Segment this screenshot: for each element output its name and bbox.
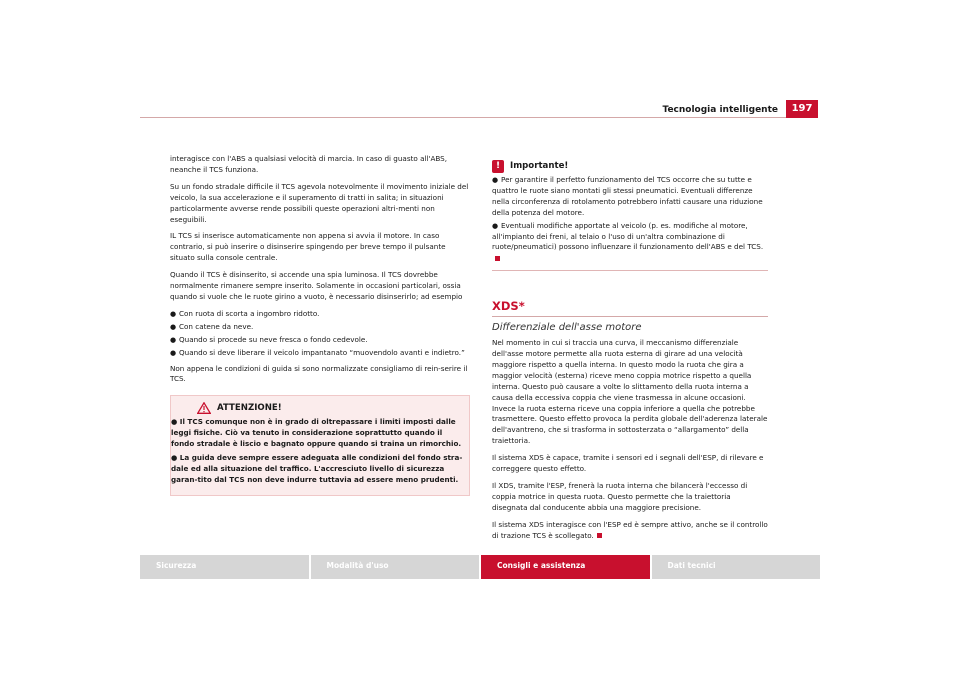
section-subtitle: Differenziale dell'asse motore: [492, 322, 642, 334]
paragraph: interagisce con l'ABS a qualsiasi velocità di marcia. In caso di guasto all'ABS, neanche il TCS funziona.: [170, 154, 448, 174]
paragraph: Non appena le condizioni di guida si sono normalizzate consigliamo di rein-serire il TCS.: [170, 363, 468, 384]
list-item: ● Quando si deve liberare il veicolo impantanato “muovendolo avanti e indietro.”: [170, 347, 465, 357]
section-title: XDS*: [492, 301, 768, 317]
bullet-icon: ●: [170, 348, 177, 357]
important-header: [492, 160, 768, 173]
list-item: ● Per garantire il perfetto funzionamento del TCS occorre che su tutte e quattro le ruote siano montati gli stessi pneumatici. Eventuali differenze nella circonferenza di rotolamento potrebbero infatti causare una riduzione della potenza del motore.: [492, 175, 763, 217]
exclamation-icon: !: [492, 160, 504, 173]
list-item: ● Eventuali modifiche apportate al veicolo (p. es. modifiche al motore, all'impianto dei freni, al telaio o l'uso di un'altra combinazione di ruote/pneumatici) possono influenzare il funzionamento dell'ABS e del TCS.: [492, 221, 768, 265]
warning-item: ● Il TCS comunque non è in grado di oltrepassare i limiti imposti dalle leggi fisiche. Ciò va tenuto in considerazione soprattutto quando il fondo stradale è liscio e bagnato oppure quando si traina un rimorchio.: [171, 417, 462, 449]
bullet-icon: ●: [171, 417, 180, 427]
page-number: 197: [786, 100, 818, 118]
paragraph: Il sistema XDS interagisce con l'ESP ed è sempre attivo, anche se il controllo di trazione TCS è scollegato.: [492, 519, 768, 540]
bullet-icon: ●: [171, 453, 180, 463]
warning-item: ● La guida deve sempre essere adeguata alle condizioni del fondo stra-dale ed alla situazione del traffico. L'accresciuto livello di sicurezza garan-tito dal TCS non deve indurre tuttavia ad essere meno prudenti.: [171, 453, 463, 484]
paragraph: Il XDS, tramite l'ESP, frenerà la ruota interna che bilancerà l'eccesso di coppia motrice in questa ruota. Questo permette che la traiettoria disegnata dal conducente abbia una maggiore precisione.: [492, 480, 748, 512]
list-item: ● Quando si procede su neve fresca o fondo cedevole.: [170, 334, 368, 344]
left-column: [170, 154, 470, 496]
end-of-section-icon: [597, 533, 602, 538]
paragraph: Nel momento in cui si traccia una curva, il meccanismo differenziale dell'asse motore permette alla ruota esterna di girare ad una velocità maggiore rispetto a quella interna. In questo modo la ruota che gira a maggior velocità (esterna) riceve meno coppia motrice rispetto a quella interna. Questo può causare a volte lo slittamento della ruota interna a causa della eccessiva coppia che viene trasmessa in alcune occasioni. Invece la ruota esterna riceve una coppia inferiore a quella che potrebbe trasmettere. Questo effetto provoca la perdita globale dell'aderenza laterale dell'avantreno, che si trasforma in sottosterzata o “allargamento” della traiettoria.: [492, 338, 768, 446]
right-column: [492, 160, 768, 547]
footer-tab-dati-tecnici[interactable]: Dati tecnici: [652, 555, 821, 579]
bullet-icon: ●: [492, 176, 499, 184]
paragraph: Su un fondo stradale difficile il TCS agevola notevolmente il movimento iniziale del veicolo, la sua accelerazione e il superamento di tratti in salita; in situazioni particolarmente avverse rende possibili queste operazioni altri-menti non eseguibili.: [170, 181, 469, 224]
footer-nav: [140, 555, 820, 579]
list-item: ● Con ruota di scorta a ingombro ridotto.: [170, 308, 320, 318]
warning-box: [170, 395, 470, 495]
bullet-icon: ●: [170, 322, 177, 331]
header-rule: [140, 117, 818, 118]
footer-tab-consigli-e-assistenza[interactable]: Consigli e assistenza: [481, 555, 650, 579]
warning-header: [171, 402, 465, 414]
paragraph: IL TCS si inserisce automaticamente non appena si avvia il motore. In caso contrario, si può inserire o disinserire spingendo per breve tempo il pulsante situato sulla console centrale.: [170, 231, 446, 263]
footer-tab-modalita-duso[interactable]: Modalità d'uso: [311, 555, 480, 579]
paragraph: Il sistema XDS è capace, tramite i sensori ed i segnali dell'ESP, di rilevare e correggere questo effetto.: [492, 453, 764, 474]
bullet-icon: ●: [170, 309, 177, 318]
important-title: Importante!: [510, 161, 569, 172]
bullet-icon: ●: [170, 335, 177, 344]
important-note: [492, 160, 768, 271]
paragraph: Quando il TCS è disinserito, si accende una spia luminosa. Il TCS dovrebbe normalmente rimanere sempre inserito. Solamente in occasioni particolari, ossia quando si vuole che le ruote girino a vuoto, è necessario disinserirlo; ad esempio: [170, 270, 463, 301]
end-of-section-icon: [495, 256, 500, 261]
warning-title: ATTENZIONE!: [217, 402, 282, 413]
warning-triangle-icon: [197, 402, 211, 414]
list-item: ● Con catene da neve.: [170, 321, 254, 331]
bullet-icon: ●: [492, 221, 499, 230]
page-section-title: Tecnologia intelligente: [662, 105, 778, 115]
footer-tab-sicurezza[interactable]: Sicurezza: [140, 555, 309, 579]
